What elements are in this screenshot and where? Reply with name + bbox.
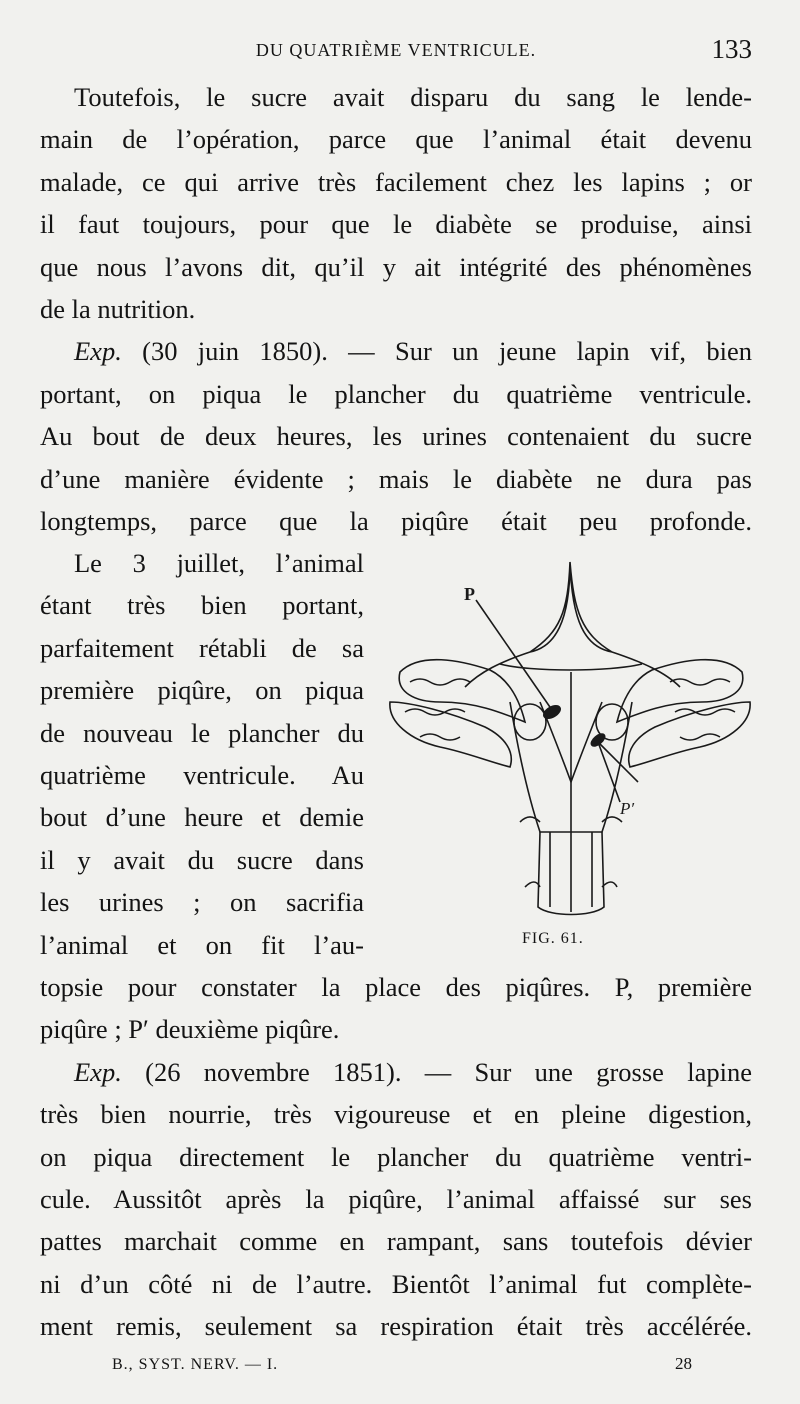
text-line: on piqua directement le plancher du quatrième ventri- bbox=[40, 1141, 752, 1172]
text-line: de la nutrition. bbox=[40, 293, 196, 324]
text-line: malade, ce qui arrive très facilement chez les lapins ; or bbox=[40, 166, 752, 197]
text-line: topsie pour constater la place des piqûres. P, première bbox=[40, 972, 752, 1002]
experiment-heading-line bbox=[40, 330, 752, 372]
text-block-narrow bbox=[40, 542, 364, 966]
text-line: longtemps, parce que la piqûre était peu profonde. bbox=[40, 505, 752, 536]
text-block-top bbox=[40, 76, 752, 542]
text-line: portant, on piqua le plancher du quatrième ventricule. bbox=[40, 378, 752, 409]
text-line: bout d’une heure et demie bbox=[40, 802, 364, 833]
experiment-label: Exp. bbox=[74, 336, 122, 367]
text-line: de nouveau le plancher du bbox=[40, 717, 364, 748]
signature-mark: B., SYST. NERV. — I. bbox=[112, 1356, 279, 1373]
text-line-rest: (30 juin 1850). — Sur un jeune lapin vif, bien bbox=[121, 336, 752, 367]
text-line: première piqûre, on piqua bbox=[40, 675, 364, 706]
sheet-number: 28 bbox=[675, 1354, 692, 1373]
text-line: main de l’opération, parce que l’animal était devenu bbox=[40, 124, 752, 155]
text-line: que nous l’avons dit, qu’il y ait intégrité des phénomènes bbox=[40, 251, 752, 282]
figure-label-p-prime: P′ bbox=[620, 799, 635, 818]
text-line: d’une manière évidente ; mais le diabète ne dura pas bbox=[40, 463, 752, 494]
figure-label-p: P bbox=[464, 584, 475, 604]
text-line: il faut toujours, pour que le diabète se produise, ainsi bbox=[40, 209, 752, 240]
experiment-heading-line bbox=[40, 1051, 752, 1093]
text-line: cule. Aussitôt après la piqûre, l’animal affaissé sur ses bbox=[40, 1183, 752, 1214]
text-line: parfaitement rétabli de sa bbox=[40, 632, 364, 663]
running-title: DU QUATRIÈME VENTRICULE. bbox=[255, 40, 537, 60]
text-block-bottom bbox=[40, 966, 752, 1348]
page-footer bbox=[112, 1356, 692, 1380]
text-line: il y avait du sucre dans bbox=[40, 844, 364, 875]
text-line: l’animal et on fit l’au- bbox=[40, 929, 364, 960]
page-header bbox=[40, 34, 752, 66]
text-line: très bien nourrie, très vigoureuse et en pleine digestion, bbox=[40, 1099, 752, 1130]
experiment-label: Exp. bbox=[74, 1056, 122, 1087]
figure-caption: FIG. 61. bbox=[522, 930, 584, 947]
text-line-rest: (26 novembre 1851). — Sur une grosse lapine bbox=[121, 1056, 752, 1087]
text-line: pattes marchait comme en rampant, sans toutefois dévier bbox=[40, 1226, 752, 1257]
text-line: les urines ; on sacrifia bbox=[40, 887, 364, 918]
text-line: étant très bien portant, bbox=[40, 590, 364, 621]
text-line: Le 3 juillet, l’animal bbox=[74, 548, 364, 578]
text-line: ni d’un côté ni de l’autre. Bientôt l’animal fut complète- bbox=[40, 1268, 752, 1299]
page-number: 133 bbox=[711, 34, 752, 64]
text-line: quatrième ventricule. Au bbox=[40, 759, 364, 790]
brain-figure-illustration bbox=[380, 552, 752, 962]
text-line: piqûre ; P′ deuxième piqûre. bbox=[40, 1014, 340, 1045]
text-line: Au bout de deux heures, les urines contenaient du sucre bbox=[40, 421, 752, 452]
text-line: Toutefois, le sucre avait disparu du sang le lende- bbox=[74, 82, 752, 112]
text-line: ment remis, seulement sa respiration était très accélérée. bbox=[40, 1311, 752, 1342]
